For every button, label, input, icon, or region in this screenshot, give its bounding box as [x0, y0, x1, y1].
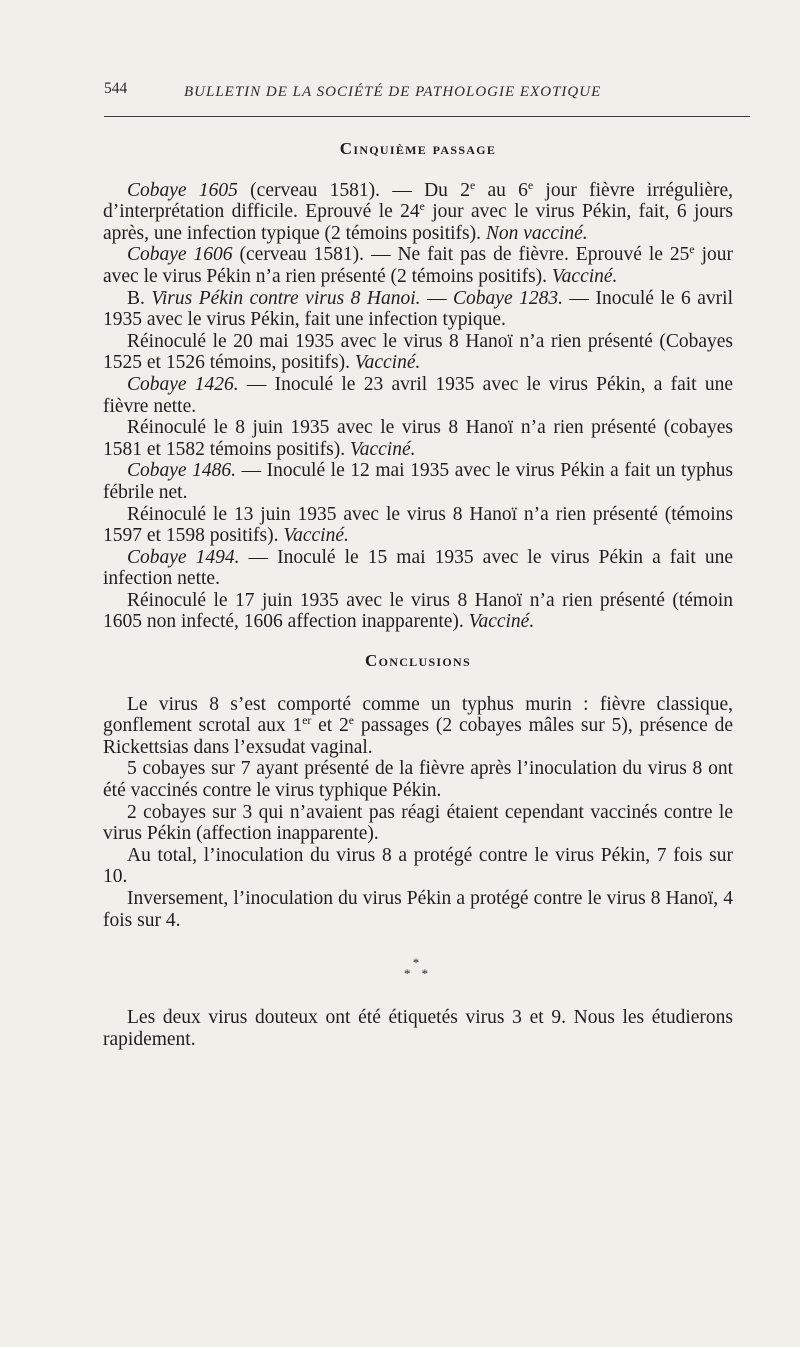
vaccination-status: Non vacciné. [485, 222, 588, 244]
vaccination-status: Vacciné. [283, 525, 349, 547]
subsection-title: Virus Pékin contre virus 8 Hanoi. [151, 287, 421, 309]
asterism-bottom: * * [403, 966, 433, 982]
paragraph-reinoculation-1494: Réinoculé le 17 juin 1935 avec le virus 8 Hanoï n’a rien présenté (témoin 1605 non infecté, 1606 affection inapparente). Vacciné. [103, 589, 733, 633]
asterism-top: * [412, 955, 424, 971]
conclusion-paragraph-3: 2 cobayes sur 3 qui n’avaient pas réagi étaient cependant vaccinés contre le virus Pékin (affection inapparente). [103, 801, 733, 845]
conclusion-paragraph-5: Inversement, l’inoculation du virus Pékin a protégé contre le virus 8 Hanoï, 4 fois sur 4. [103, 888, 733, 931]
paragraph-cobaye-1426: Cobaye 1426. — Inoculé le 23 avril 1935 avec le virus Pékin, a fait une fièvre nette. [103, 373, 733, 417]
specimen-ref: Cobaye 1606 [127, 244, 233, 266]
paragraph-reinoculation-1486: Réinoculé le 13 juin 1935 avec le virus 8 Hanoï n’a rien présenté (témoins 1597 et 1598 positifs). Vacciné. [103, 503, 733, 547]
specimen-ref: Cobaye 1494. [127, 546, 240, 568]
page-number: 544 [104, 80, 128, 97]
specimen-ref: Cobaye 1426. [127, 373, 239, 395]
final-paragraph: Les deux virus douteux ont été étiquetés virus 3 et 9. Nous les étudierons rapidement. [103, 1007, 733, 1050]
paragraph-reinoculation-1283: Réinoculé le 20 mai 1935 avec le virus 8 Hanoï n’a rien présenté (Cobayes 1525 et 1526 témoins, positifs). Vacciné. [103, 330, 733, 374]
paragraph-section-b: B. Virus Pékin contre virus 8 Hanoi. — Cobaye 1283. — Inoculé le 6 avril 1935 avec le virus Pékin, fait une infection typique. [103, 287, 734, 331]
paragraph-cobaye-1606: Cobaye 1606 (cerveau 1581). — Ne fait pas de fièvre. Eprouvé le 25e jour avec le virus Pékin n’a rien présenté (2 témoins positifs). Vacciné. [103, 243, 733, 287]
specimen-ref: Cobaye 1486. [127, 460, 237, 482]
article-body [103, 138, 733, 1050]
section-heading-fifth-passage: Cinquième passage [339, 139, 497, 158]
header-rule [104, 116, 750, 117]
paragraph-cobaye-1605: Cobaye 1605 (cerveau 1581). — Du 2e au 6e jour fièvre irrégulière, d’interprétation difficile. Eprouvé le 24e jour avec le virus Pékin, fait, 6 jours après, une infection typique (2 témoins positifs). Non vacciné. [103, 178, 733, 244]
vaccination-status: Vacciné. [354, 352, 421, 374]
section-heading-conclusions: Conclusions [365, 651, 471, 671]
page-header [104, 76, 750, 106]
paragraph-cobaye-1486: Cobaye 1486. — Inoculé le 12 mai 1935 avec le virus Pékin a fait un typhus fébrile net. [103, 460, 733, 503]
asterism-separator [103, 955, 733, 982]
specimen-ref: Cobaye 1605 [127, 179, 238, 201]
conclusion-paragraph-1: Le virus 8 s’est comporté comme un typhus murin : fièvre classique, gonflement scrotal aux 1er et 2e passages (2 cobayes mâles sur 5), présence de Rickettsias dans l’exsudat vaginal. [103, 693, 733, 758]
vaccination-status: Vacciné. [350, 438, 416, 460]
paragraph-cobaye-1494: Cobaye 1494. — Inoculé le 15 mai 1935 avec le virus Pékin a fait une infection nette. [103, 546, 733, 590]
specimen-ref: Cobaye 1283. [453, 287, 563, 309]
vaccination-status: Vacciné. [468, 611, 535, 633]
running-title: BULLETIN DE LA SOCIÉTÉ DE PATHOLOGIE EXOTIQUE [184, 84, 602, 100]
conclusion-paragraph-4: Au total, l’inoculation du virus 8 a protégé contre le virus Pékin, 7 fois sur 10. [103, 844, 733, 888]
vaccination-status: Vacciné. [551, 265, 618, 287]
paragraph-reinoculation-1426: Réinoculé le 8 juin 1935 avec le virus 8 Hanoï n’a rien présenté (cobayes 1581 et 1582 témoins positifs). Vacciné. [103, 417, 733, 460]
conclusion-paragraph-2: 5 cobayes sur 7 ayant présenté de la fièvre après l’inoculation du virus 8 ont été vaccinés contre le virus typhique Pékin. [103, 758, 733, 802]
